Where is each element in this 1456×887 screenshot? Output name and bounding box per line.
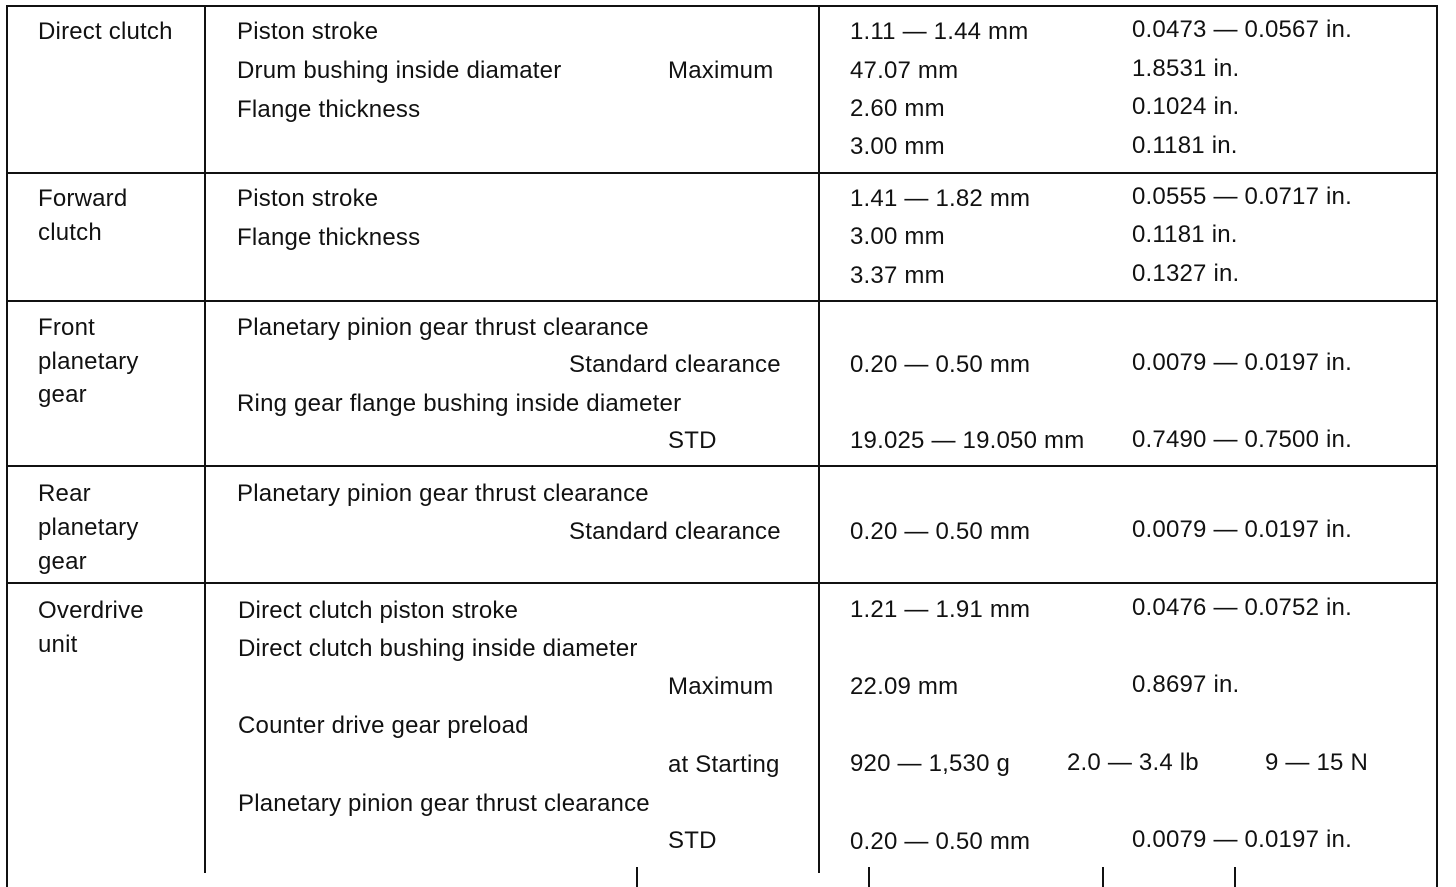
value-imperial: 0.0555 — 0.0717 in. bbox=[1132, 183, 1352, 210]
item-label: Ring gear flange bushing inside diameter bbox=[237, 390, 682, 417]
condition-label: Standard clearance bbox=[569, 518, 781, 545]
component-label: planetary bbox=[38, 514, 139, 541]
section-direct-clutch bbox=[8, 7, 1436, 174]
value-si: 9 — 15 N bbox=[1265, 749, 1368, 776]
value-metric: 0.20 — 0.50 mm bbox=[850, 518, 1031, 545]
component-label: Overdrive bbox=[38, 597, 144, 624]
section-forward-clutch bbox=[8, 173, 1436, 302]
value-metric: 0.20 — 0.50 mm bbox=[850, 828, 1031, 855]
value-metric: 3.00 mm bbox=[850, 133, 945, 160]
value-metric: 47.07 mm bbox=[850, 57, 959, 84]
value-metric: 3.00 mm bbox=[850, 223, 945, 250]
condition-label: at Starting bbox=[668, 751, 780, 778]
value-metric: 3.37 mm bbox=[850, 262, 945, 289]
value-metric: 1.41 — 1.82 mm bbox=[850, 185, 1031, 212]
column-divider bbox=[204, 173, 206, 300]
column-divider bbox=[818, 583, 820, 873]
value-imperial: 0.0476 — 0.0752 in. bbox=[1132, 594, 1352, 621]
value-imperial: 2.0 — 3.4 lb bbox=[1067, 749, 1199, 776]
item-label: Piston stroke bbox=[237, 18, 379, 45]
value-imperial: 0.8697 in. bbox=[1132, 671, 1240, 698]
component-label: planetary bbox=[38, 348, 139, 375]
value-metric: 22.09 mm bbox=[850, 673, 959, 700]
value-metric: 2.60 mm bbox=[850, 95, 945, 122]
limit-label: Maximum bbox=[668, 673, 774, 700]
item-label: Piston stroke bbox=[237, 185, 379, 212]
table-bottom-edge bbox=[8, 867, 1436, 887]
column-tick bbox=[1102, 867, 1104, 887]
component-label: Forward bbox=[38, 185, 128, 212]
value-imperial: 0.0473 — 0.0567 in. bbox=[1132, 16, 1352, 43]
column-divider bbox=[204, 301, 206, 465]
component-label: clutch bbox=[38, 219, 102, 246]
column-tick bbox=[868, 867, 870, 887]
value-imperial: 0.1327 in. bbox=[1132, 260, 1240, 287]
column-divider bbox=[204, 466, 206, 582]
item-label: Flange thickness bbox=[237, 96, 421, 123]
column-tick bbox=[1234, 867, 1236, 887]
value-metric: 0.20 — 0.50 mm bbox=[850, 351, 1031, 378]
column-divider bbox=[818, 301, 820, 465]
column-divider bbox=[204, 7, 206, 172]
component-label: unit bbox=[38, 631, 78, 658]
limit-label: Maximum bbox=[668, 57, 774, 84]
value-metric: 1.11 — 1.44 mm bbox=[850, 18, 1029, 45]
section-overdrive-unit bbox=[8, 583, 1436, 873]
item-label: Planetary pinion gear thrust clearance bbox=[238, 790, 650, 817]
column-divider bbox=[818, 173, 820, 300]
condition-label: STD bbox=[668, 427, 717, 454]
value-imperial: 0.0079 — 0.0197 in. bbox=[1132, 349, 1352, 376]
item-label: Planetary pinion gear thrust clearance bbox=[237, 314, 649, 341]
value-metric: 1.21 — 1.91 mm bbox=[850, 596, 1031, 623]
item-label: Flange thickness bbox=[237, 224, 421, 251]
value-imperial: 0.0079 — 0.0197 in. bbox=[1132, 826, 1352, 853]
spec-table bbox=[6, 5, 1438, 887]
component-label: Front bbox=[38, 314, 96, 341]
value-imperial: 0.7490 — 0.7500 in. bbox=[1132, 426, 1352, 453]
item-label: Counter drive gear preload bbox=[238, 712, 529, 739]
value-metric: 920 — 1,530 g bbox=[850, 750, 1011, 777]
item-label: Planetary pinion gear thrust clearance bbox=[237, 480, 649, 507]
section-front-planetary-gear bbox=[8, 301, 1436, 467]
value-imperial: 0.1181 in. bbox=[1132, 221, 1238, 248]
value-metric: 19.025 — 19.050 mm bbox=[850, 427, 1085, 454]
column-tick bbox=[636, 867, 638, 887]
component-label: gear bbox=[38, 381, 87, 408]
column-divider bbox=[818, 7, 820, 172]
item-label: Direct clutch bushing inside diameter bbox=[238, 635, 638, 662]
item-label: Drum bushing inside diamater bbox=[237, 57, 562, 84]
component-label: gear bbox=[38, 548, 87, 575]
value-imperial: 0.0079 — 0.0197 in. bbox=[1132, 516, 1352, 543]
column-divider bbox=[818, 466, 820, 582]
section-rear-planetary-gear bbox=[8, 466, 1436, 584]
component-label: Direct clutch bbox=[38, 18, 173, 45]
condition-label: STD bbox=[668, 827, 717, 854]
value-imperial: 0.1181 in. bbox=[1132, 132, 1238, 159]
component-label: Rear bbox=[38, 480, 91, 507]
item-label: Direct clutch piston stroke bbox=[238, 597, 519, 624]
value-imperial: 1.8531 in. bbox=[1132, 55, 1240, 82]
column-divider bbox=[204, 583, 206, 873]
condition-label: Standard clearance bbox=[569, 351, 781, 378]
value-imperial: 0.1024 in. bbox=[1132, 93, 1240, 120]
